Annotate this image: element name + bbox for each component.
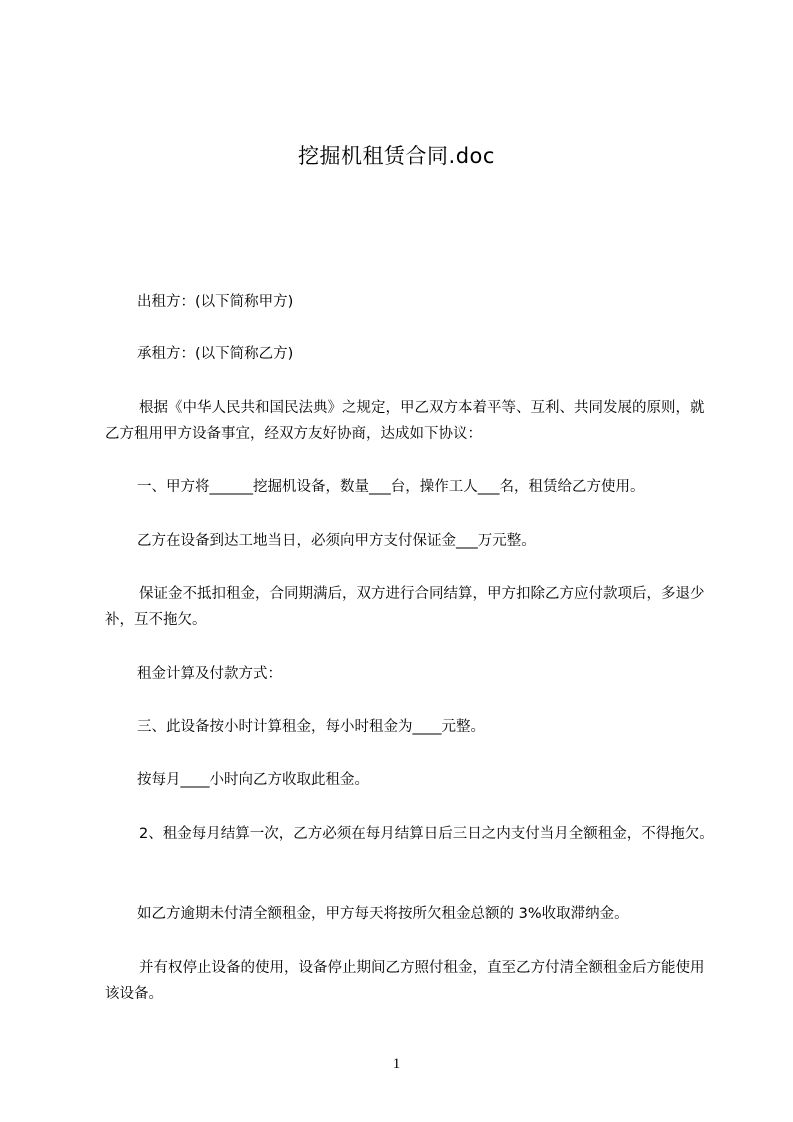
paragraph-monthly-hours: 按每月____小时向乙方收取此租金。: [137, 772, 369, 788]
paragraph-deposit-settlement: 保证金不抵扣租金，合同期满后，双方进行合同结算，甲方扣除乙方应付款项后，多退少补，互不拖欠。: [105, 586, 705, 628]
paragraph-payment-heading: 租金计算及付款方式：: [137, 666, 282, 682]
paragraph-lessor: 出租方：(以下简称甲方): [137, 294, 294, 310]
paragraph-clause-3: 三、此设备按小时计算租金，每小时租金为____元整。: [137, 719, 485, 735]
page-number: 1: [392, 1056, 401, 1072]
paragraph-clause-2: 2、租金每月结算一次，乙方必须在每月结算日后三日之内支付当月全额租金，不得拖欠。: [139, 826, 714, 842]
paragraph-clause-1: 一、甲方将______挖掘机设备，数量___台，操作工人___名，租赁给乙方使用。: [137, 479, 645, 495]
paragraph-suspension: 并有权停止设备的使用，设备停止期间乙方照付租金，直至乙方付清全额租金后方能使用该设备。: [105, 960, 705, 1002]
paragraph-late-fee: 如乙方逾期未付清全额租金，甲方每天将按所欠租金总额的 3%收取滞纳金。: [137, 906, 629, 922]
document-title: 挖掘机租赁合同.doc: [298, 144, 495, 168]
paragraph-preamble: 根据《中华人民共和国民法典》之规定，甲乙双方本着平等、互利、共同发展的原则，就乙方租用甲方设备事宜，经双方友好协商，达成如下协议：: [105, 400, 705, 442]
paragraph-deposit: 乙方在设备到达工地当日，必须向甲方支付保证金___万元整。: [137, 533, 536, 549]
paragraph-lessee: 承租方：(以下简称乙方): [137, 346, 294, 362]
